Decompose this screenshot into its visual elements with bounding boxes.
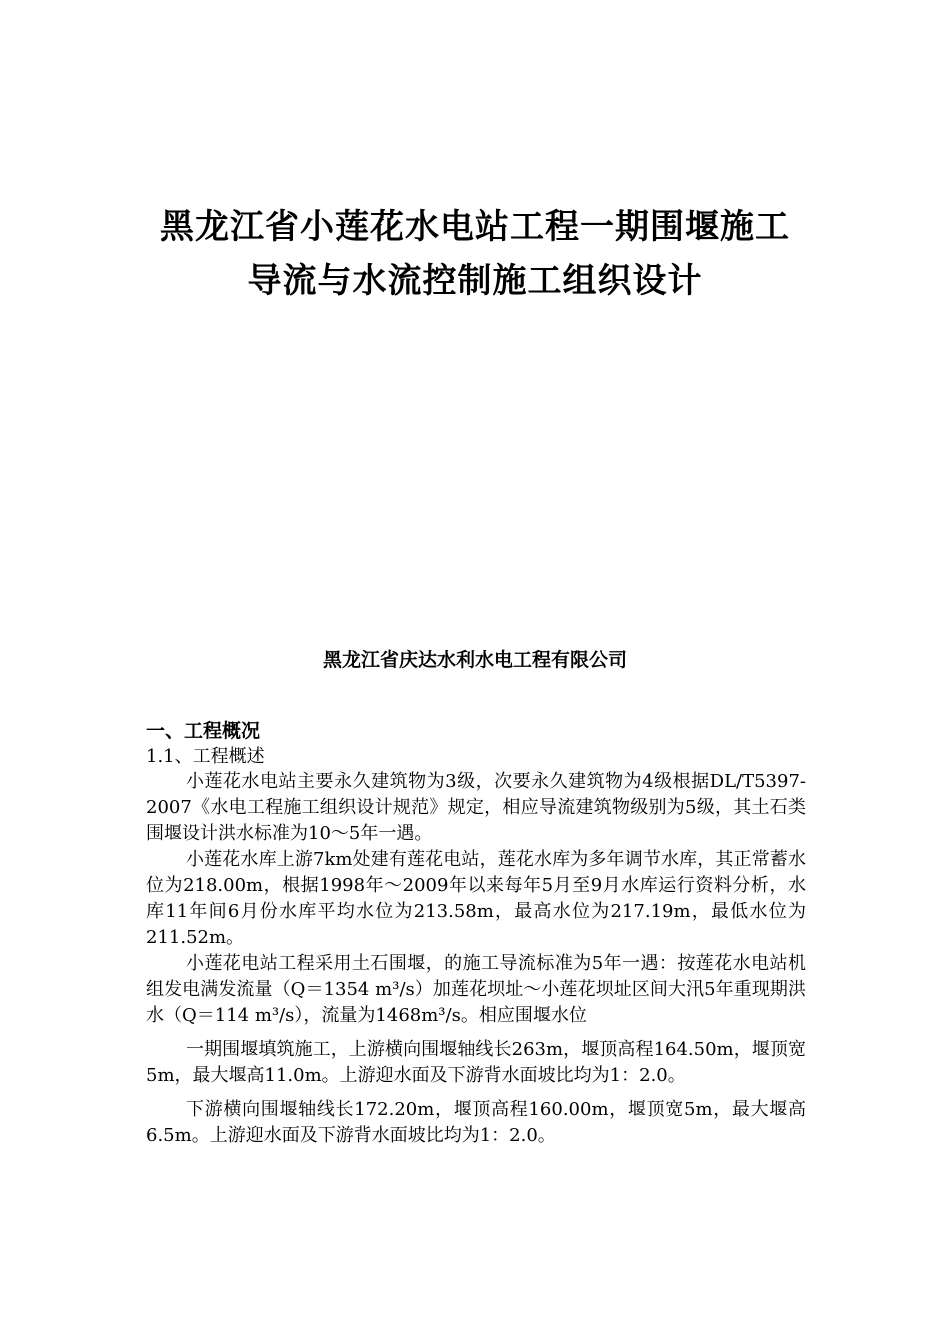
- paragraph-1: 小莲花水电站主要永久建筑物为3级，次要永久建筑物为4级根据DL/T5397-2007《水电工程施工组织设计规范》规定，相应导流建筑物级别为5级，其土石类围堰设计洪水标准为10～5年一遇。: [146, 771, 806, 844]
- title-line-1: 黑龙江省小莲花水电站工程一期围堰施工: [160, 207, 790, 247]
- paragraph-4: 一期围堰填筑施工，上游横向围堰轴线长263m，堰顶高程164.50m，堰顶宽5m，最大堰高11.0m。上游迎水面及下游背水面坡比均为1：2.0。: [146, 1039, 806, 1086]
- paragraph-3: 小莲花电站工程采用土石围堰，的施工导流标准为5年一遇：按莲花水电站机组发电满发流量（Q＝1354 m³/s）加莲花坝址～小莲花坝址区间大汛5年重现期洪水（Q＝114 m³/s），流量为1468m³/s。相应围堰水位: [146, 953, 806, 1026]
- subsection-heading: 1.1、工程概述: [146, 746, 265, 767]
- document-title: [0, 200, 950, 308]
- title-line-2: 导流与水流控制施工组织设计: [247, 261, 703, 301]
- section-heading: 一、工程概况: [146, 720, 261, 742]
- paragraph-2: 小莲花水库上游7km处建有莲花电站，莲花水库为多年调节水库，其正常蓄水位为218.00m，根据1998年～2009年以来每年5月至9月水库运行资料分析，水库11年间6月份水库平均水位为213.58m，最高水位为217.19m，最低水位为211.52m。: [146, 849, 806, 948]
- paragraph-5: 下游横向围堰轴线长172.20m，堰顶高程160.00m，堰顶宽5m，最大堰高6.5m。上游迎水面及下游背水面坡比均为1：2.0。: [146, 1099, 806, 1146]
- document-body: [146, 718, 806, 1149]
- company-name: 黑龙江省庆达水利水电工程有限公司: [322, 649, 627, 671]
